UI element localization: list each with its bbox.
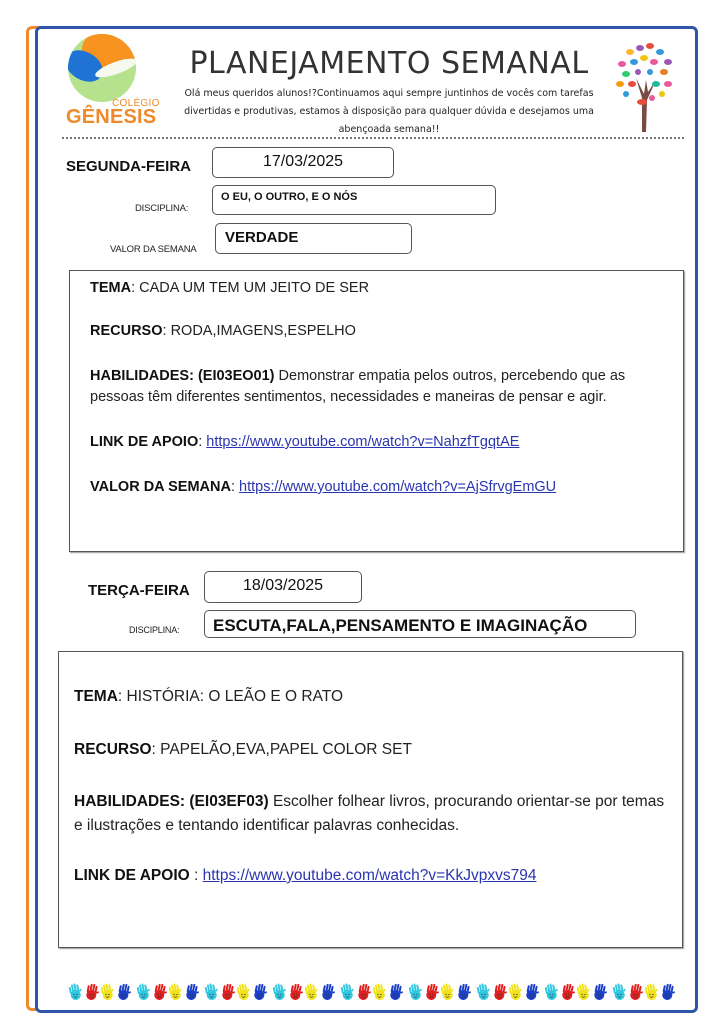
- logo-name-text: GÊNESIS: [66, 106, 157, 128]
- tema-label: TEMA: [74, 688, 118, 705]
- hand-icon: [492, 982, 507, 1002]
- hand-icon: [272, 982, 287, 1002]
- hand-group: [340, 982, 404, 1004]
- hand-icon: [424, 982, 439, 1002]
- hand-icon: [372, 982, 387, 1002]
- recurso-label: RECURSO: [90, 323, 163, 339]
- school-logo: [62, 32, 160, 130]
- hands-border-decoration: [68, 982, 668, 1004]
- valor-semana-link-label: VALOR DA SEMANA: [90, 479, 231, 495]
- hand-group: [544, 982, 608, 1004]
- colorful-tree-icon: [612, 40, 676, 134]
- date-field-tuesday: [204, 571, 362, 603]
- disciplina-label: DISCIPLINA:: [135, 203, 189, 214]
- hand-icon: [660, 982, 675, 1002]
- valor-semana-value: VERDADE: [225, 229, 299, 246]
- hand-icon: [288, 982, 303, 1002]
- tema-label: TEMA: [90, 280, 132, 296]
- disciplina-label: DISCIPLINA:: [129, 625, 180, 635]
- intro-line: Olá meus queridos alunos!?Continuamos aqui sempre juntinhos de vocês com tarefas: [184, 88, 594, 99]
- separator: :: [189, 867, 203, 884]
- hand-icon: [152, 982, 167, 1002]
- hand-group: [272, 982, 336, 1004]
- tema-line: [74, 685, 668, 709]
- hand-icon: [612, 982, 627, 1002]
- valor-semana-field: [215, 223, 412, 254]
- hand-icon: [388, 982, 403, 1002]
- page-title: PLANEJAMENTO SEMANAL: [189, 46, 589, 81]
- valor-semana-label: VALOR DA SEMANA: [110, 244, 197, 255]
- hand-icon: [508, 982, 523, 1002]
- habilidades-line: [90, 366, 669, 408]
- separator: :: [230, 479, 240, 495]
- hand-icon: [440, 982, 455, 1002]
- hand-icon: [560, 982, 575, 1002]
- disciplina-value: O EU, O OUTRO, E O NÓS: [221, 191, 358, 203]
- recurso-value: : PAPELÃO,EVA,PAPEL COLOR SET: [151, 741, 412, 758]
- disciplina-value: ESCUTA,FALA,PENSAMENTO E IMAGINAÇÃO: [213, 616, 588, 635]
- hand-icon: [84, 982, 99, 1002]
- hand-icon: [304, 982, 319, 1002]
- hand-icon: [252, 982, 267, 1002]
- intro-message: [172, 85, 606, 139]
- hand-icon: [576, 982, 591, 1002]
- logo-colegio-text: COLÉGIO: [112, 98, 160, 109]
- link-apoio-line: [74, 864, 668, 888]
- separator: :: [198, 434, 207, 450]
- valor-semana-url[interactable]: https://www.youtube.com/watch?v=AjSfrvgEmGU: [239, 479, 557, 495]
- hand-icon: [204, 982, 219, 1002]
- link-apoio-url[interactable]: https://www.youtube.com/watch?v=NahzfTgqtAE: [206, 434, 520, 450]
- hand-group: [612, 982, 676, 1004]
- hand-icon: [320, 982, 335, 1002]
- hand-icon: [100, 982, 115, 1002]
- recurso-line: [90, 321, 669, 342]
- hand-icon: [116, 982, 131, 1002]
- hand-icon: [220, 982, 235, 1002]
- hand-icon: [68, 982, 83, 1002]
- hand-group: [204, 982, 268, 1004]
- hand-icon: [408, 982, 423, 1002]
- disciplina-field-monday: [212, 185, 496, 215]
- hand-icon: [524, 982, 539, 1002]
- intro-line: abençoada semana!!: [338, 124, 440, 135]
- monday-content-box: [69, 270, 684, 552]
- hand-icon: [168, 982, 183, 1002]
- habilidades-label: HABILIDADES: (EI03EF03): [74, 793, 269, 810]
- recurso-value: : RODA,IMAGENS,ESPELHO: [162, 323, 356, 339]
- recurso-label: RECURSO: [74, 741, 152, 758]
- hand-icon: [136, 982, 151, 1002]
- hand-icon: [184, 982, 199, 1002]
- tema-value: : HISTÓRIA: O LEÃO E O RATO: [117, 688, 344, 705]
- hand-group: [68, 982, 132, 1004]
- link-apoio-label: LINK DE APOIO: [74, 867, 190, 884]
- habilidades-value: Escolher folhear livros, procurando orientar-se por temas e ilustrações e tentando identificar palavras conhecidas.: [74, 793, 665, 834]
- date-field-monday: [212, 147, 394, 178]
- recurso-line: [74, 738, 668, 762]
- tema-value: : CADA UM TEM UM JEITO DE SER: [131, 280, 370, 296]
- logo-emblem-icon: [68, 34, 136, 102]
- intro-line: divertidas e produtivas, estamos à disposição para qualquer dúvida e desejamos uma: [184, 106, 594, 117]
- habilidades-line: [74, 790, 668, 838]
- habilidades-value: Demonstrar empatia pelos outros, percebendo que as pessoas têm diferentes sentimentos, necessidades e maneiras de pensar e agir.: [90, 368, 626, 405]
- valor-semana-link-line: [90, 477, 669, 498]
- date-value: 18/03/2025: [242, 577, 324, 594]
- hand-icon: [544, 982, 559, 1002]
- hand-icon: [644, 982, 659, 1002]
- tema-line: [90, 278, 669, 299]
- hand-icon: [356, 982, 371, 1002]
- hand-icon: [236, 982, 251, 1002]
- hand-group: [476, 982, 540, 1004]
- hand-group: [136, 982, 200, 1004]
- link-apoio-line: [90, 432, 669, 453]
- hand-icon: [628, 982, 643, 1002]
- date-value: 17/03/2025: [262, 152, 344, 170]
- disciplina-field-tuesday: [204, 610, 636, 638]
- habilidades-label: HABILIDADES: (EI03EO01): [90, 368, 275, 384]
- hand-icon: [340, 982, 355, 1002]
- hand-icon: [592, 982, 607, 1002]
- tuesday-content-box: [58, 651, 683, 948]
- hand-group: [408, 982, 472, 1004]
- link-apoio-url[interactable]: https://www.youtube.com/watch?v=KkJvpxvs794: [202, 867, 537, 884]
- day-label-monday: SEGUNDA-FEIRA: [66, 158, 192, 175]
- hand-icon: [456, 982, 471, 1002]
- link-apoio-label: LINK DE APOIO: [90, 434, 199, 450]
- day-label-tuesday: TERÇA-FEIRA: [88, 582, 190, 599]
- hand-icon: [476, 982, 491, 1002]
- header-divider: [62, 137, 684, 139]
